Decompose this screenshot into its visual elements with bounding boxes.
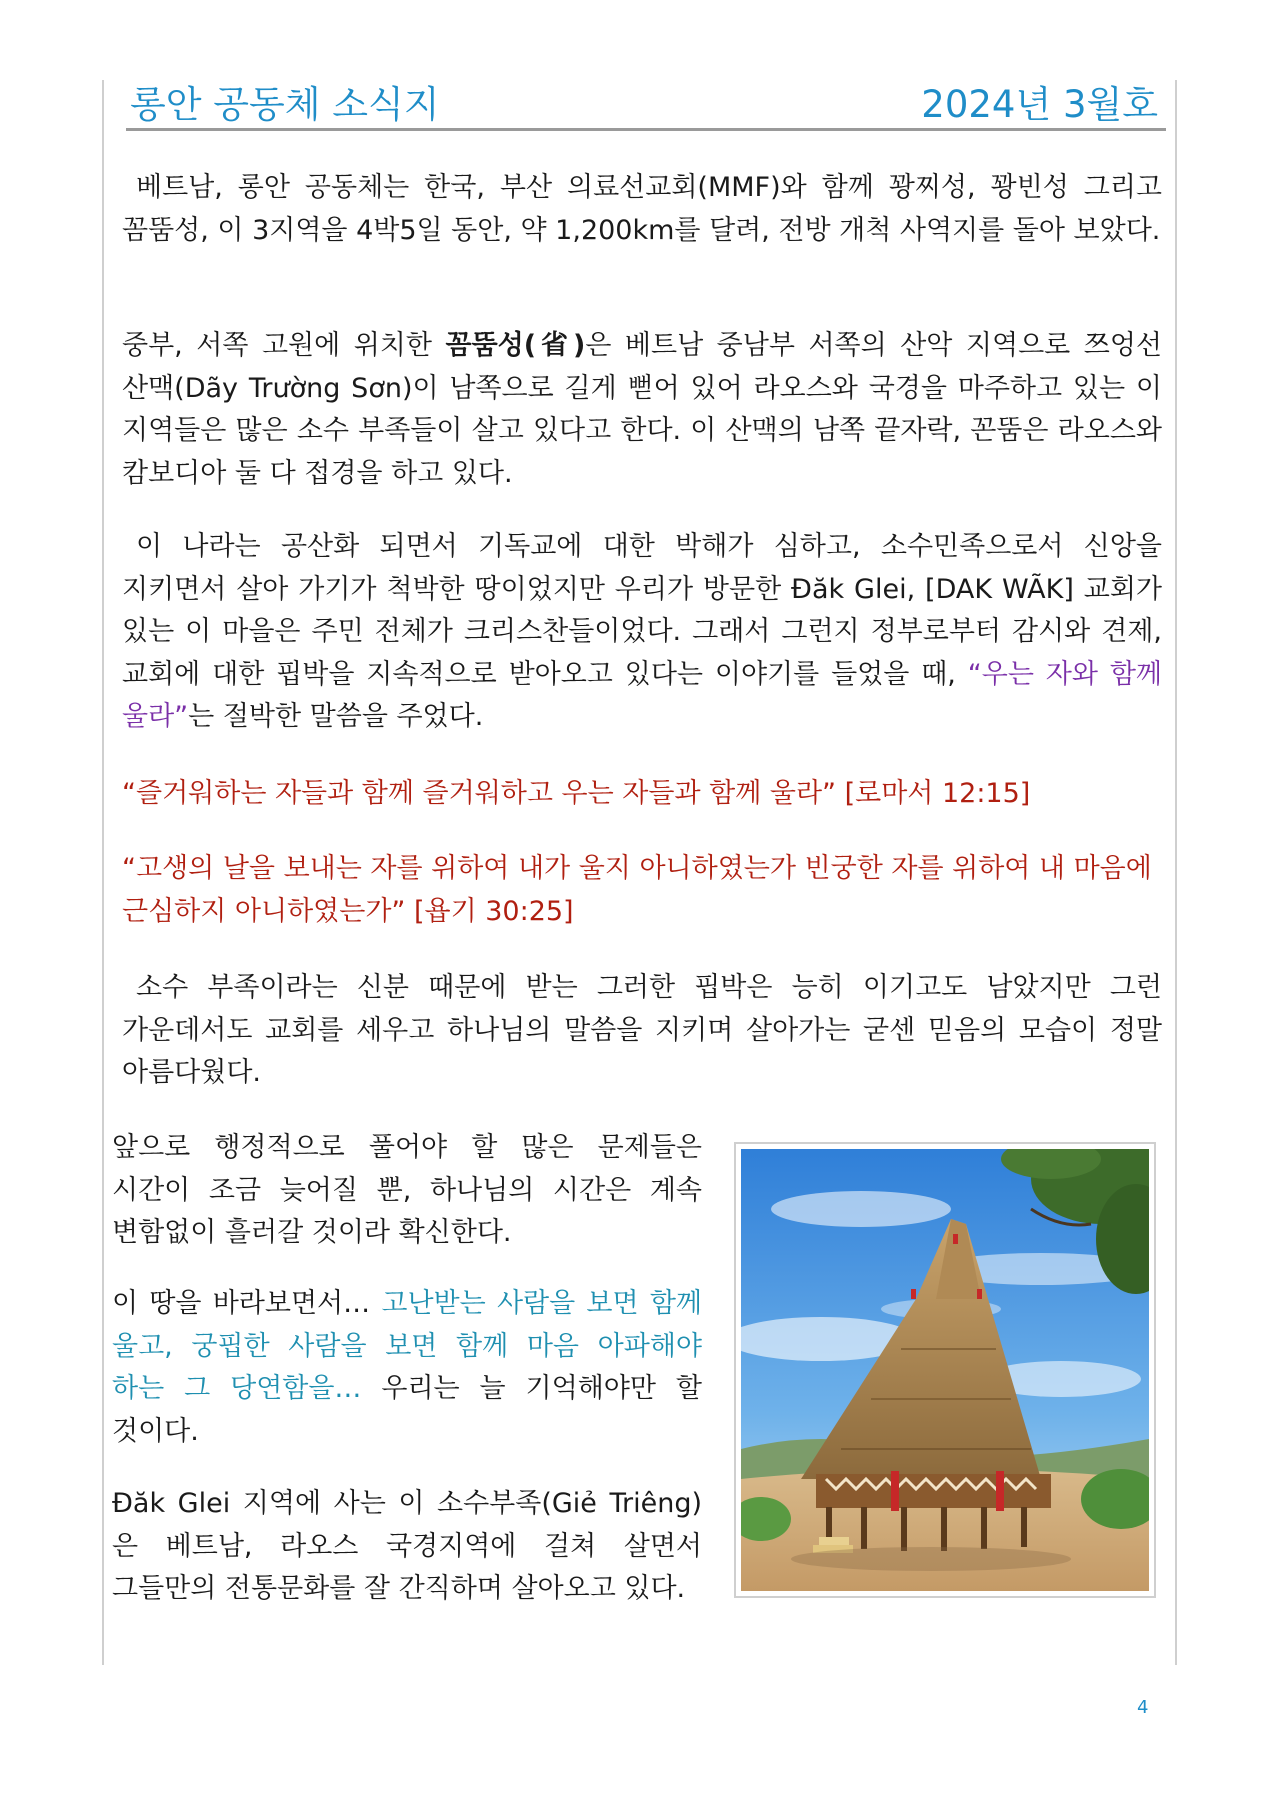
paragraph-persecution-text-pre: 이 나라는 공산화 되면서 기독교에 대한 박해가 심하고, 소수민족으로서 신앙을 지키면서 살아 가기가 척박한 땅이었지만 우리가 방문한 Đăk Glei, [DAK WÃK] 교회가 있는 이 마을은 주민 전체가 크리스찬들이었다. 그래서 그런지 정부로부터 감시와 견제, 교회에 대한 핍박을 지속적으로 받아오고 있다는 이야기를 들었을 때,	[122, 531, 1162, 690]
paragraph-region-text-pre: 중부, 서쪽 고원에 위치한	[122, 330, 446, 361]
highlight-compassion: 고난받는 사람을 보면 함께 울고, 궁핍한 사람을 보면 함께 마음 아파해야 하는 그 당연함을…	[112, 1288, 702, 1404]
newsletter-title: 롱안 공동체 소식지	[130, 83, 440, 126]
bible-quote-romans: “즐거워하는 자들과 함께 즐거워하고 우는 자들과 함께 울라” [로마서 12:15]	[122, 778, 1031, 809]
paragraph-reflection-text-post: 우리는 늘 기억해야만 할 것이다.	[112, 1373, 702, 1447]
paragraph-future: 앞으로 행정적으로 풀어야 할 많은 문제들은 시간이 조금 늦어질 뿐, 하나님의 시간은 계속 변함없이 흘러갈 것이라 확신한다.	[112, 1132, 702, 1248]
paragraph-tribe-text: Đăk Glei 지역에 사는 이 소수부족(Giẻ Triêng)은 베트남, 라오스 국경지역에 걸쳐 살면서 그들만의 전통문화를 잘 간직하며 살아오고 있다.	[112, 1488, 702, 1604]
bible-quote-job: “고생의 날을 보내는 자를 위하여 내가 울지 아니하였는가 빈궁한 자를 위하여 내 마음에 근심하지 아니하였는가” [욥기 30:25]	[122, 853, 1152, 927]
paragraph-persecution-text-post: 는 절박한 말씀을 주었다.	[188, 701, 484, 732]
paragraph-reflection-text-pre: 이 땅을 바라보면서…	[112, 1288, 382, 1319]
paragraph-faith	[122, 967, 1162, 1095]
page-number: 4	[1137, 1697, 1149, 1718]
paragraph-region	[122, 325, 1162, 495]
paragraph-region-text-post: 은 베트남 중남부 서쪽의 산악 지역으로 쯔엉선 산맥(Dãy Trường Sơn)이 남쪽으로 길게 뻗어 있어 라오스와 국경을 마주하고 있는 이 지역들은 많은 소수 부족들이 살고 있다고 한다. 이 산맥의 남쪽 끝자락, 꼰뚬은 라오스와 캄보디아 둘 다 접경을 하고 있다.	[122, 330, 1162, 489]
paragraph-intro-text: 베트남, 롱안 공동체는 한국, 부산 의료선교회(MMF)와 함께 꽝찌성, 꽝빈성 그리고 꼼뚬성, 이 3지역을 4박5일 동안, 약 1,200km를 달려, 전방 개척 사역지를 돌아 보았다.	[122, 172, 1162, 246]
right-margin-line	[1175, 80, 1177, 1665]
paragraph-faith-text: 소수 부족이라는 신분 때문에 받는 그러한 핍박은 능히 이기고도 남았지만 그런 가운데서도 교회를 세우고 하나님의 말씀을 지키며 살아가는 굳센 믿음의 모습이 정말 아름다웠다.	[122, 972, 1162, 1088]
left-margin-line	[102, 80, 104, 1665]
issue-date: 2024년 3월호	[921, 83, 1158, 126]
paragraph-reflection	[112, 1283, 702, 1453]
communal-house-photo	[734, 1142, 1156, 1598]
paragraph-intro	[122, 167, 1162, 252]
paragraph-tribe	[112, 1483, 702, 1611]
thatched-house-illustration	[741, 1149, 1149, 1591]
paragraph-persecution	[122, 526, 1162, 739]
highlight-weep-with: “우는 자와 함께 울라”	[122, 658, 1162, 732]
page-header	[126, 82, 1158, 130]
province-name-bold: 꼼뚬성(省)	[445, 330, 586, 361]
header-divider	[126, 128, 1166, 131]
